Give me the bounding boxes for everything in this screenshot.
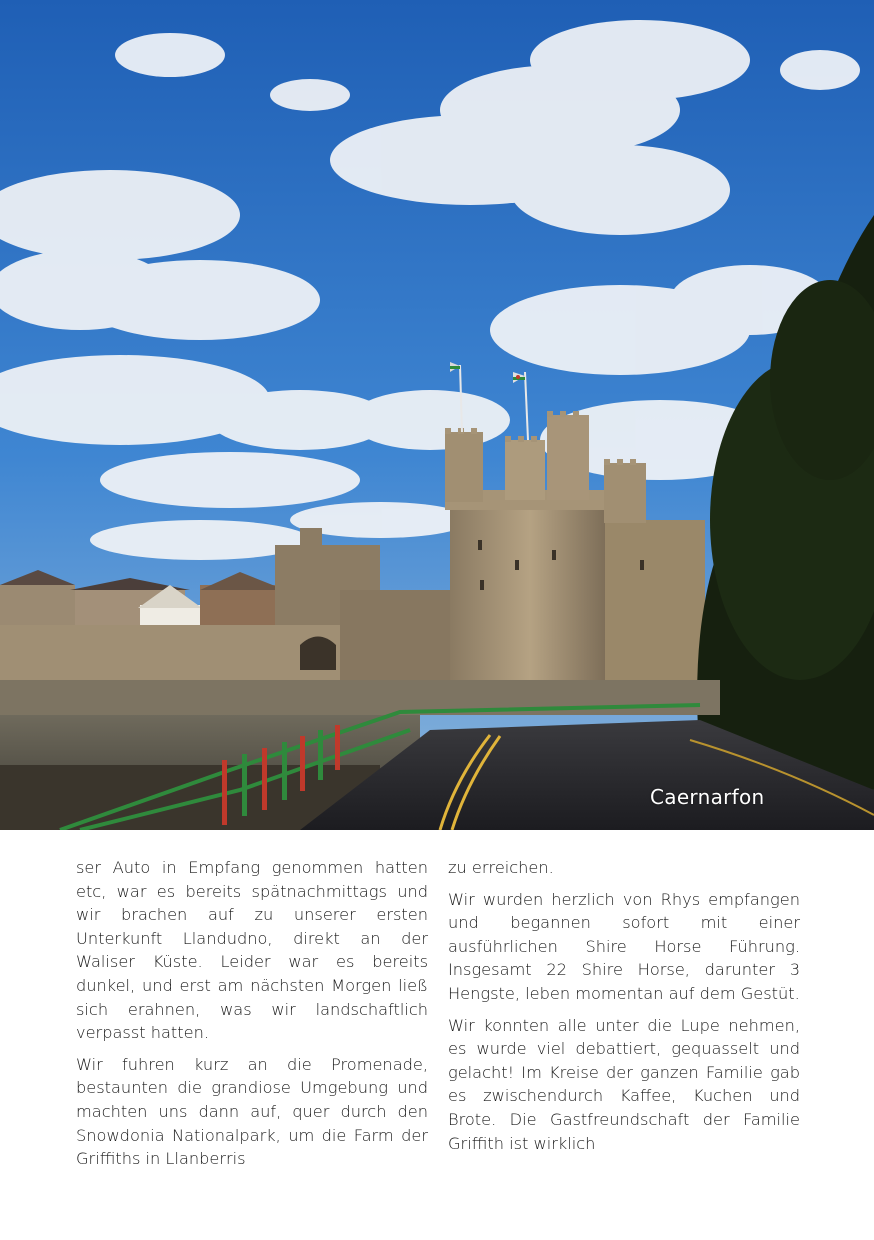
paragraph: zu erreichen. [448, 858, 554, 877]
text-column-left [76, 856, 428, 1179]
text-column-right [448, 856, 800, 1179]
quay [0, 680, 720, 715]
paragraph: Wir konnten alle unter die Lupe nehmen, es wurde viel debattiert, gequasselt und gelacht! Im Kreise der ganzen Familie gab es zwischendurch Kaffee, Kuchen und Brote. Die Gastfreundschaft der Familie Griffith ist wirklich [448, 1015, 800, 1153]
paragraph: Wir wurden herzlich von Rhys empfangen und begannen sofort mit einer ausführlichen Shire Horse Führung. Insgesamt 22 Shire Horse, darunter 3 Hengste, leben momentan auf dem Gestüt. [448, 889, 800, 1003]
article-text [76, 856, 800, 1179]
photo-caption: Caernarfon [650, 785, 765, 809]
paragraph: ser Auto in Empfang genommen hatten etc, war es bereits spätnachmittags und wir brachen auf zu unserer ersten Unterkunft Llandudno, direkt an der Waliser Küste. Leider war es bereits dunkel, und erst am nächsten Morgen ließ sich erahnen, was wir landschaftlich verpasst hatten. [76, 858, 428, 1043]
paragraph: Wir fuhren kurz an die Promenade, bestaunten die grandiose Umgebung und machten uns dann auf, quer durch den Snowdonia Nationalpark, um die Farm der Griffiths in Llanberris [76, 1054, 428, 1169]
